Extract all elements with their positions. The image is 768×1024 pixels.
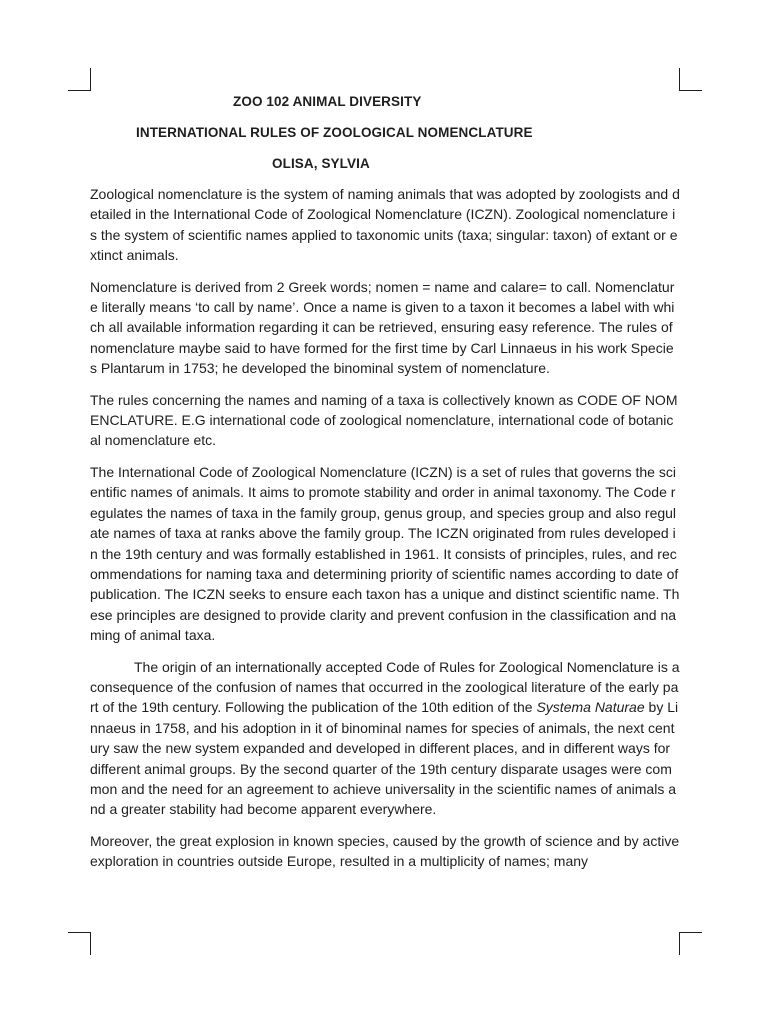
- paragraph-code-of-nomenclature: The rules concerning the names and naming of a taxa is collectively known as CODE OF NOMENCLATURE. E.G international code of zoological nomenclature, international code of botanical nomenclature etc.: [90, 391, 678, 449]
- origin-text-start: The origin of an internationally accepted Code of Rules for Zoological Nomenclature is a consequence of the confusion of names that occurred in the zoological literature of the early part of the 19th century. Following the publication of the 10th edition of the: [90, 658, 680, 716]
- crop-mark-bottom-left: [68, 932, 91, 955]
- course-heading: ZOO 102 ANIMAL DIVERSITY: [233, 94, 422, 109]
- italic-title-systema-naturae: Systema Naturae: [536, 699, 645, 716]
- crop-mark-top-left: [68, 68, 91, 91]
- paragraph-definition: Zoological nomenclature is the system of naming animals that was adopted by zoologists and detailed in the International Code of Zoological Nomenclature (ICZN). Zoological nomenclature is the system of scientific names applied to taxonomic units (taxa; singular: taxon) of extant or extinct animals.: [90, 186, 680, 264]
- paragraph-moreover: Moreover, the great explosion in known species, caused by the growth of science and by active exploration in countries outside Europe, resulted in a multiplicity of names; many: [90, 832, 680, 870]
- document-body: [90, 184, 680, 883]
- crop-mark-top-right: [679, 68, 702, 91]
- document-title: INTERNATIONAL RULES OF ZOOLOGICAL NOMENCLATURE: [136, 125, 533, 140]
- paragraph-etymology: Nomenclature is derived from 2 Greek words; nomen = name and calare= to call. Nomenclature literally means ‘to call by name’. Once a name is given to a taxon it becomes a label with which all available information regarding it can be retrieved, ensuring easy reference. The rules of nomenclature maybe said to have formed for the first time by Carl Linnaeus in his work Species Plantarum in 1753; he developed the binominal system of nomenclature.: [90, 278, 675, 377]
- paragraph-iczn: The International Code of Zoological Nomenclature (ICZN) is a set of rules that governs the scientific names of animals. It aims to promote stability and order in animal taxonomy. The Code regulates the names of taxa in the family group, genus group, and species group and also regulate names of taxa at ranks above the family group. The ICZN originated from rules developed in the 19th century and was formally established in 1961. It consists of principles, rules, and recommendations for naming taxa and determining priority of scientific names according to date of publication. The ICZN seeks to ensure each taxon has a unique and distinct scientific name. These principles are designed to provide clarity and prevent confusion in the classification and naming of animal taxa.: [90, 463, 680, 644]
- crop-mark-bottom-right: [679, 932, 702, 955]
- origin-text-end: by Linnaeus in 1758, and his adoption in it of binominal names for species of animals, the next century saw the new system expanded and developed in different places, and in different ways for different animal groups. By the second quarter of the 19th century disparate usages were common and the need for an agreement to achieve universality in the scientific names of animals and a greater stability had become apparent everywhere.: [90, 699, 679, 818]
- paragraph-origin: [90, 657, 680, 820]
- author-name: OLISA, SYLVIA: [272, 156, 370, 171]
